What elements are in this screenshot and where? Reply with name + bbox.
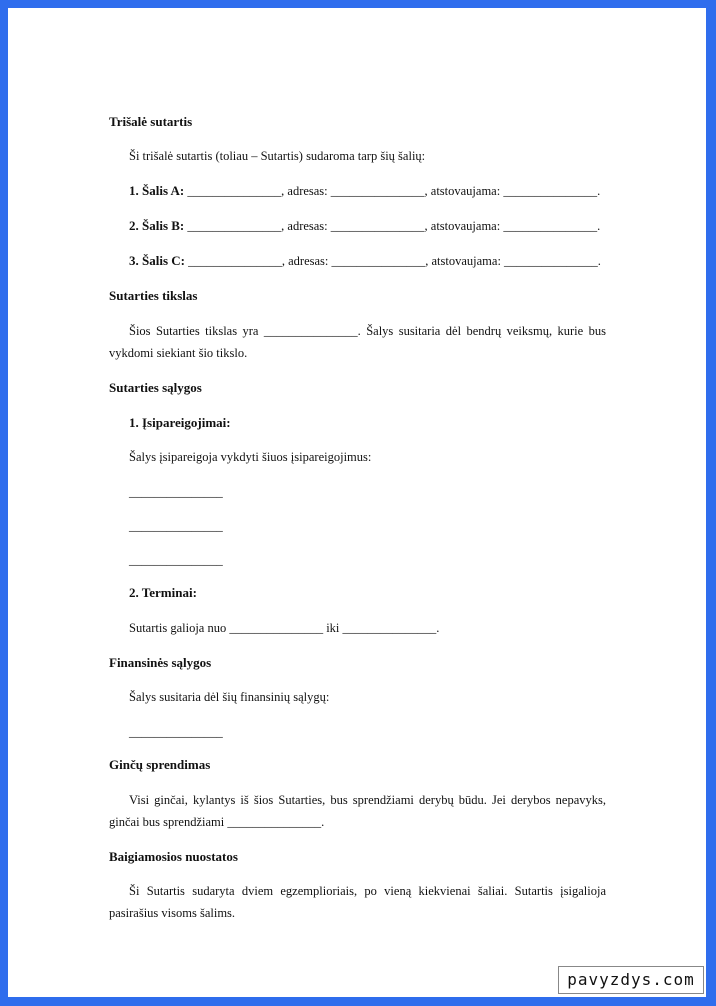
purpose-heading: Sutarties tikslas [109,288,198,303]
party-c-line [129,250,601,272]
financial-heading: Finansinės sąlygos [109,655,212,670]
obligations-heading: 1. Įsipareigojimai: [129,415,231,430]
party-c-text: _______________, adresas: _______________, atstovaujama: _______________. [184,254,601,268]
final-text: Ši Sutartis sudaryta dviem egzemplioriais, po vieną kiekvienai šaliai. Sutartis įsigalioja pasirašius visoms šalims. [109,884,606,920]
disputes-heading: Ginčų sprendimas [109,757,211,772]
party-b-line [129,215,600,237]
obligation-blank-1: _______________ [129,485,223,499]
final-heading: Baigiamosios nuostatos [109,849,238,864]
document-title: Trišalė sutartis [109,114,193,129]
watermark-badge: pavyzdys.com [558,966,704,994]
financial-blank: _______________ [129,725,223,739]
party-a-line [129,180,600,202]
party-b-label: 2. Šalis B: [129,218,185,233]
obligation-blank-3: _______________ [129,553,223,567]
party-b-text: _______________, adresas: _______________, atstovaujama: _______________. [184,219,601,233]
terms-heading: 2. Terminai: [129,585,197,600]
party-a-text: _______________, adresas: _______________, atstovaujama: _______________. [184,184,601,198]
financial-intro: Šalys susitaria dėl šių finansinių sąlygų: [129,690,330,704]
document-page [8,8,706,997]
obligation-blank-2: _______________ [129,519,223,533]
conditions-heading: Sutarties sąlygos [109,380,202,395]
party-c-label: 3. Šalis C: [129,253,185,268]
disputes-text: Visi ginčai, kylantys iš šios Sutarties, bus sprendžiami derybų būdu. Jei derybos nepavyks, ginčai bus sprendžiami _______________. [109,793,606,829]
intro-text: Ši trišalė sutartis (toliau – Sutartis) sudaroma tarp šių šalių: [129,149,426,163]
purpose-text: Šios Sutarties tikslas yra _______________. Šalys susitaria dėl bendrų veiksmų, kurie bus vykdomi siekiant šio tikslo. [109,324,606,360]
obligations-intro: Šalys įsipareigoja vykdyti šiuos įsipareigojimus: [129,450,372,464]
party-a-label: 1. Šalis A: [129,183,185,198]
terms-text: Sutartis galioja nuo _______________ iki _______________. [129,621,440,635]
